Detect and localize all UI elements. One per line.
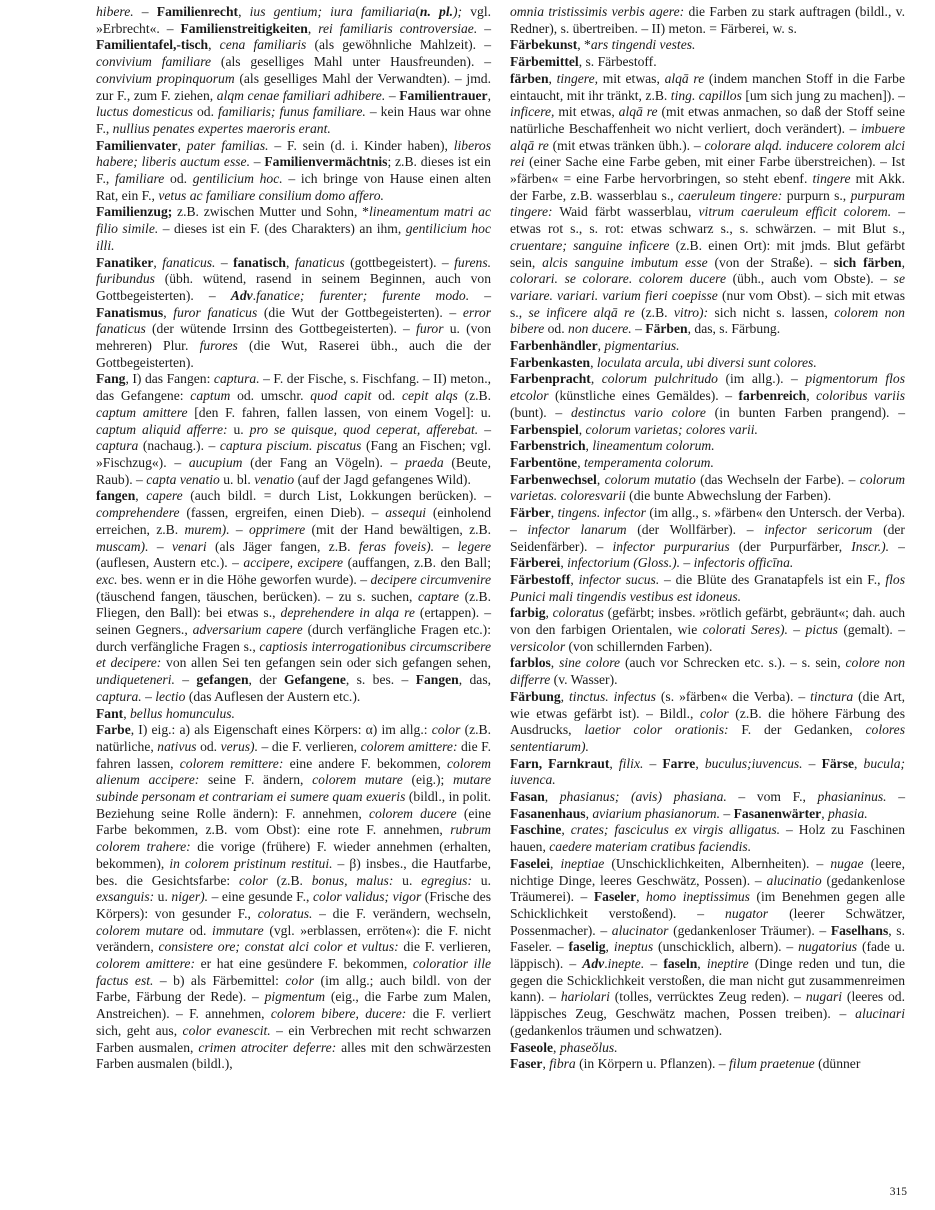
dictionary-entry: hibere. – Familienrecht, ius gentium; iura familiaria(n. pl.); vgl. »Erbrecht«. – Familienstreitigkeiten, rei familiaris controversiae. – Familientafel,-tisch, cena familiaris (als gewöhnliche Mahlzeit). – convivium familiare (als geselliges Mahl unter Hausfreunden). – convivium propinquorum (als geselliges Mahl der Verwandten). – jmd. zur F., zum F. ziehen, alqm cenae familiari adhibere. – Familientrauer, luctus domesticus od. familiaris; funus familiare. – kein Haus war ohne F., nullius penates expertes maeroris erant.	[96, 4, 492, 136]
dictionary-entry: Familienzug; z.B. zwischen Mutter und Sohn, *lineamentum matri ac filio simile. – dieses ist ein F. (des Charakters) an ihm, gentilicium hoc illi.	[96, 204, 491, 253]
dictionary-entry: Fang, I) das Fangen: captura. – F. der Fische, s. Fischfang. – II) meton., das Gefangene: captum od. umschr. quod capit od. cepit alqs (z.B. captum amittere [den F. fahren, fallen lassen, von einem Vogel]: u. captum aliquid afferre: u. pro se quisque, quod ceperat, afferebat. – captura (nachaug.). – captura piscium. piscatus (Fang an Fischen; vgl. »Fischzug«). – aucupium (der Fang an Vögeln). – praeda (Beute, Raub). – capta venatio u. bl. venatio (auf der Jagd gefangenes Wild).	[96, 371, 491, 487]
dictionary-entry: fangen, capere (auch bildl. = durch List, Lokkungen berücken). – comprehendere (fassen, ergreifen, einen Dieb). – assequi (einholend erreichen, z.B. murem). – opprimere (mit der Hand bewältigen, z.B. muscam). – venari (als Jäger fangen, z.B. feras foveis). – legere (auflesen, Austern etc.). – accipere, excipere (auffangen, z.B. den Ball; exc. bes. wenn er in die Höhe geworfen wurde). – decipere circumvenire (täuschend fangen, täuschen, berücken). – zu s. suchen, captare (z.B. Fliegen, den Ball): bei etwas s., deprehendere in alqa re (ertappen). – seinen Gegners., adversarium capere (durch verfängliche Fragen etc.): durch verfängliche Fragen s., captiosis interrogationibus circumscribere et decipere: von allen Sei ten gefangen sein oder sich gefangen sehen, undiqueteneri. – gefangen, der Gefangene, s. bes. – Fangen, das, captura. – lectio (das Auflesen der Austern etc.).	[96, 488, 492, 704]
dictionary-entry: Faseole, phaseŏlus.	[510, 1039, 618, 1055]
dictionary-entry: Farbe, I) eig.: a) als Eigenschaft eines Körpers: α) im allg.: color (z.B. natürliche, nativus od. verus). – die F. verlieren, colorem amittere: die F. fahren lassen, colorem remittere: eine andere F. bekommen, colorem alienum accipere: seine F. ändern, colorem mutare (eig.); mutare subinde personam et contrariam ei sumere quam exueris (bildl., in polit. Beziehung seine Rolle ändern): F. annehmen, colorem ducere (eine Farbe bekommen, z.B. vom Obst): eine rote F. annehmen, rubrum colorem trahere: die vorige (frühere) F. wieder annehmen (erhalten, bekommen), in colorem pristinum restitui. – β) insbes., die Hautfarbe, bes. die Gesichtsfarbe: color (z.B. bonus, malus: u. egregius: u. exsanguis: u. niger). – eine gesunde F., color validus; vigor (Frische des Körpers): von gesunder F., coloratus. – die F. verändern, wechseln, colorem mutare od. immutare (vgl. »erblassen, erröten«): die F. nicht verändern, consistere ore; constat alci color et vultus: die F. verlieren, colorem amittere: er hat eine gesündere F. bekommen, coloratior ille factus est. – b) als Färbemittel: color (im allg.; auch bildl. von der Farbe, Färbung der Rede). – pigmentum (eig., die Farbe zum Malen, Anstreichen). – F. annehmen, colorem bibere, ducere: die F. verliert sich, geht aus, color evanescit. – ein Verbrechen mit recht schwarzen Farben ausmalen, crimen atrociter deferre: alles mit den schwärzesten Farben ausmalen (bildl.),	[96, 722, 492, 1072]
dictionary-entry: Farbenstrich, lineamentum colorum.	[510, 438, 715, 454]
dictionary-entry: Färbekunst, *ars tingendi vestes.	[510, 37, 696, 53]
dictionary-entry: Fasan, phasianus; (avis) phasiana. – vom F., phasianinus. – Fasanenhaus, aviarium phasianorum. – Fasanenwärter, phasia.	[510, 789, 905, 821]
dictionary-entry: Färbemittel, s. Färbestoff.	[510, 54, 657, 70]
dictionary-entry: Familienvater, pater familias. – F. sein (d. i. Kinder haben), liberos habere; liberis auctum esse. – Familienvermächtnis; z.B. dieses ist ein F., familiare od. gentilicium hoc. – ich bringe von Hause einen alten Rat, ein F., vetus ac familiare consilium domo affero.	[96, 137, 491, 203]
dictionary-entry: Faser, fibra (in Körpern u. Pflanzen). – filum praetenue (dünner	[510, 1056, 861, 1072]
dictionary-entry: Färber, tingens. infector (im allg., s. »färben« den Untersch. der Verba). – infector lanarum (der Wollfärber). – infector sericorum (der Seidenfärber). – infector purpurarius (der Purpurfärber, Inscr.). – Färberei, infectorium (Gloss.). – infectoris officīna.	[510, 505, 905, 571]
dictionary-entry: omnia tristissimis verbis agere: die Farben zu stark auftragen (bildl., v. Redner), s. übertreiben. – II) meton. = Färberei, w. s.	[510, 4, 905, 36]
dictionary-entry: Färbestoff, infector sucus. – die Blüte des Granatapfels ist ein F., flos Punici mali tingendis vestibus est idoneus.	[510, 571, 905, 604]
page-number: 315	[889, 1186, 907, 1198]
dictionary-entry: Farbentöne, temperamenta colorum.	[510, 454, 714, 470]
dictionary-entry: Farbenhändler, pigmentarius.	[510, 338, 680, 354]
left-column	[96, 4, 491, 1073]
dictionary-entry: Farn, Farnkraut, filix. – Farre, buculus;iuvencus. – Färse, bucula; iuvenca.	[510, 755, 906, 788]
dictionary-entry: Farbenwechsel, colorum mutatio (das Wechseln der Farbe). – colorum varietas. coloresvarii (die bunte Abwechslung der Farben).	[510, 471, 906, 504]
dictionary-entry: Färbung, tinctus. infectus (s. »färben« die Verba). – tinctura (die Art, wie etwas gefärbt ist). – Bildl., color (z.B. die höhere Färbung des Ausdrucks, laetior color orationis: F. der Gedanken, colores sententiarum).	[510, 688, 906, 754]
dictionary-entry: farblos, sine colore (auch vor Schrecken etc. s.). – s. sein, colore non differre (v. Wasser).	[510, 655, 905, 688]
dictionary-entry: Faselei, ineptiae (Unschicklichkeiten, Albernheiten). – nugae (leere, nichtige Dinge, leeres Geschwätz, Possen). – alucinatio (gedankenlose Träumerei). – Faseler, homo ineptissimus (im Benehmen gegen alle Schicklichkeit verstoßend). – nugator (leerer Schwätzer, Possenmacher). – alucinator (gedankenloser Träumer). – Faselhans, s. Faseler. – faselig, ineptus (unschicklich, albern). – nugatorius (fade u. läppisch). – Adv.inepte. – faseln, ineptire (Dinge reden und tun, die gegen die Schicklichkeit verstoßen, die man nicht gut zusammenreimen kann). – hariolari (tolles, verrücktes Zeug reden). – nugari (leeres od. läppisches Zeug, Geschwätz machen, Possen treiben). – alucinari (gedankenlos träumen und schwatzen).	[510, 855, 906, 1038]
dictionary-entry: Fant, bellus homunculus.	[96, 705, 235, 721]
dictionary-entry: färben, tingere, mit etwas, alqā re (indem manchen Stoff in die Farbe eintaucht, mit ihr tränkt, z.B. ting. capillos [um sich jung zu machen]). – inficere, mit etwas, alqā re (mit etwas anmachen, so daß der Stoff seine natürliche Beschaffenheit wo nicht verliert, doch verändert). – imbuere alqā re (mit etwas tränken übh.). – colorare alqd. inducere colorem alci rei (einer Sache eine Farbe geben, mit einer Farbe überstreichen). – Ist »färben« = eine Farbe hervorbringen, so steht ebenf. tingere mit Akk. der Farbe, z.B. wasserblau s., caeruleum tingere: purpurn s., purpuram tingere: Waid färbt wasserblau, vitrum caeruleum efficit colorem. – etwas rot s., s. rot: etwas schwarz s., s. schwärzen. – mit Blut s., cruentare; sanguine inficere (z.B. einen Ort): mit jmds. Blut gefärbt sein, alcis sanguine imbutum esse (von der Straße). – sich färben, colorari. se colorare. colorem ducere (übh., auch vom Obste). – se variare. variari. varium fieri coepisse (nur vom Obst). – sich mit etwas s., se inficere alqā re (z.B. vitro): sich nicht s. lassen, colorem non bibere od. non ducere. – Färben, das, s. Färbung.	[510, 70, 906, 337]
dictionary-entry: Farbenpracht, colorum pulchritudo (im allg.). – pigmentorum flos etcolor (künstliche eines Gemäldes). – farbenreich, coloribus variis (bunt). – destinctus vario colore (in bunten Farben prangend). – Farbenspiel, colorum varietas; colores varii.	[510, 371, 906, 437]
dictionary-entry: farbig, coloratus (gefärbt; insbes. »rötlich gefärbt, gebräunt«; dah. auch von den farbigen Orientalen, wie colorati Seres). – pictus (gemalt). – versicolor (von schillernden Farben).	[510, 605, 905, 654]
dictionary-entry: Farbenkasten, loculata arcula, ubi diversi sunt colores.	[510, 354, 817, 370]
dictionary-entry: Faschine, crates; fasciculus ex virgis alligatus. – Holz zu Faschinen hauen, caedere materiam cratibus faciendis.	[510, 822, 905, 855]
dictionary-entry: Fanatiker, fanaticus. – fanatisch, fanaticus (gottbegeistert). – furens. furibundus (übh. wütend, rasend in seinem Beginnen, auch von Gottbegeisterten). – Adv.fanatice; furenter; furente modo. – Fanatismus, furor fanaticus (die Wut der Gottbegeisterten). – error fanaticus (der wütende Irrsinn des Gottbegeisterten). – furor u. (von mehreren) Plur. furores (die Wut, Raserei übh., auch die der Gottbegeisterten).	[96, 254, 492, 370]
right-column	[510, 4, 905, 1073]
